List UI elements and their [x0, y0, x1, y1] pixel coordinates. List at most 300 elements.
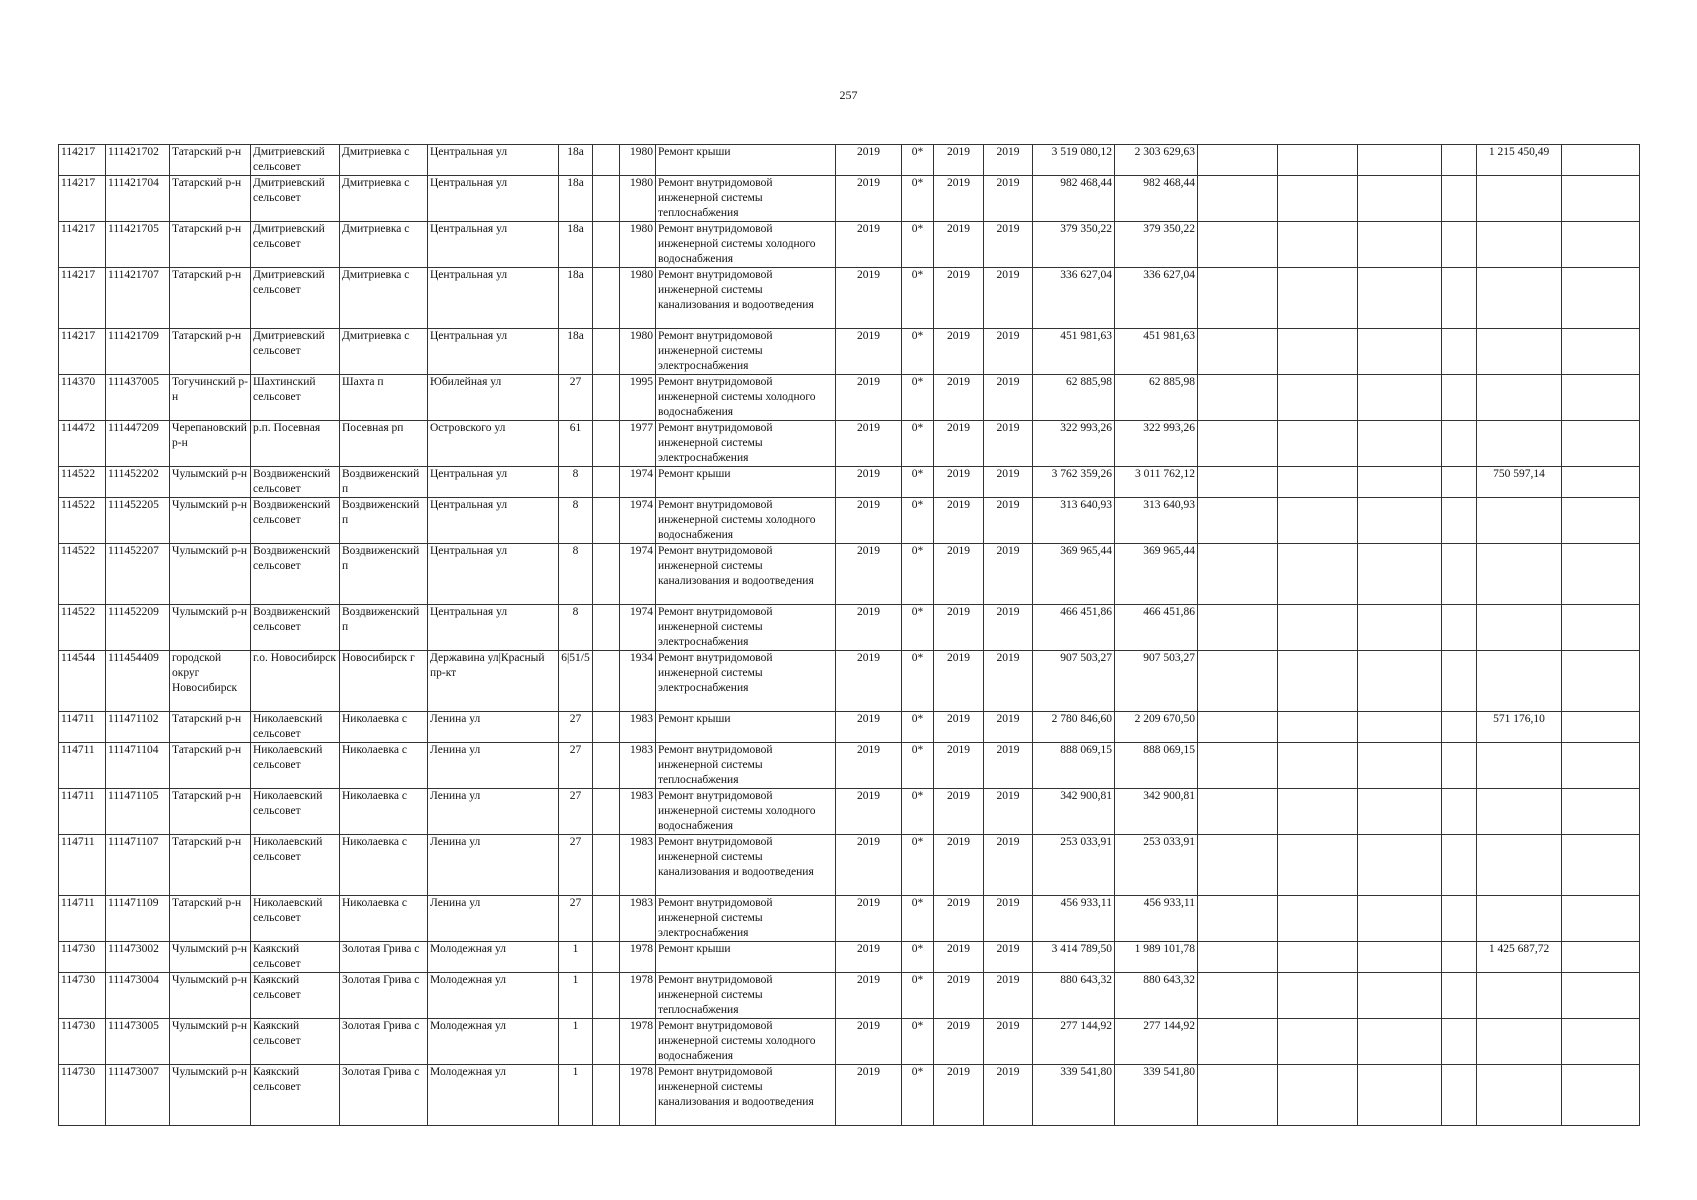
cell-settlement: Николаевский сельсовет — [251, 896, 340, 942]
cell-empty — [1198, 789, 1278, 835]
cell-year-start: 2019 — [934, 1019, 984, 1065]
cell-owner-cost — [1477, 835, 1562, 896]
cell-work: Ремонт внутридомовой инженерной системы канализования и водоотведения — [656, 268, 836, 329]
cell-year-start: 2019 — [934, 498, 984, 544]
cell-id: 114217 — [59, 145, 106, 176]
cell-empty — [1198, 942, 1278, 973]
cell-code: 111473005 — [106, 1019, 170, 1065]
cell-work: Ремонт внутридомовой инженерной системы холодного водоснабжения — [656, 222, 836, 268]
cell-empty — [1358, 896, 1442, 942]
cell-total-cost: 456 933,11 — [1033, 896, 1115, 942]
cell-locality: Дмитриевка с — [340, 268, 428, 329]
cell-house: 18а — [559, 268, 593, 329]
cell-year-built: 1995 — [620, 375, 656, 421]
cell-total-cost: 322 993,26 — [1033, 421, 1115, 467]
table-row — [59, 973, 1640, 1019]
cell-empty — [1562, 498, 1640, 544]
cell-house: 6|51/5 — [559, 651, 593, 712]
cell-house: 8 — [559, 544, 593, 605]
cell-empty — [1562, 467, 1640, 498]
cell-year-plan: 2019 — [836, 712, 902, 743]
table-body — [59, 145, 1640, 1126]
cell-owner-cost: 750 597,14 — [1477, 467, 1562, 498]
cell-house: 8 — [559, 498, 593, 544]
cell-house: 1 — [559, 1019, 593, 1065]
cell-empty — [1442, 145, 1477, 176]
cell-flag: 0* — [902, 605, 934, 651]
cell-empty — [1198, 1065, 1278, 1126]
cell-year-start: 2019 — [934, 896, 984, 942]
cell-empty — [1442, 375, 1477, 421]
table-row — [59, 421, 1640, 467]
cell-empty — [1358, 268, 1442, 329]
cell-total-cost: 451 981,63 — [1033, 329, 1115, 375]
cell-year-plan: 2019 — [836, 942, 902, 973]
cell-empty — [1562, 712, 1640, 743]
cell-empty — [593, 544, 620, 605]
cell-total-cost: 342 900,81 — [1033, 789, 1115, 835]
cell-fund-cost: 277 144,92 — [1115, 1019, 1198, 1065]
cell-flag: 0* — [902, 467, 934, 498]
cell-flag: 0* — [902, 176, 934, 222]
cell-owner-cost — [1477, 896, 1562, 942]
cell-year-start: 2019 — [934, 651, 984, 712]
cell-locality: Золотая Грива с — [340, 1019, 428, 1065]
cell-year-end: 2019 — [984, 329, 1033, 375]
cell-total-cost: 3 519 080,12 — [1033, 145, 1115, 176]
cell-year-start: 2019 — [934, 605, 984, 651]
cell-empty — [1442, 973, 1477, 1019]
cell-year-start: 2019 — [934, 973, 984, 1019]
cell-year-end: 2019 — [984, 896, 1033, 942]
cell-empty — [1358, 942, 1442, 973]
cell-empty — [1198, 222, 1278, 268]
cell-locality: Новосибирск г — [340, 651, 428, 712]
cell-empty — [1198, 743, 1278, 789]
cell-locality: Посевная рп — [340, 421, 428, 467]
cell-code: 111473007 — [106, 1065, 170, 1126]
cell-empty — [1278, 329, 1358, 375]
cell-empty — [1358, 467, 1442, 498]
cell-empty — [1278, 498, 1358, 544]
table-row — [59, 375, 1640, 421]
cell-flag: 0* — [902, 222, 934, 268]
cell-year-built: 1980 — [620, 176, 656, 222]
cell-work: Ремонт внутридомовой инженерной системы теплоснабжения — [656, 176, 836, 222]
cell-empty — [1278, 1065, 1358, 1126]
cell-year-built: 1974 — [620, 605, 656, 651]
cell-year-end: 2019 — [984, 544, 1033, 605]
cell-house: 18а — [559, 329, 593, 375]
cell-street: Молодежная ул — [428, 942, 559, 973]
table-row — [59, 605, 1640, 651]
cell-owner-cost: 1 425 687,72 — [1477, 942, 1562, 973]
table-row — [59, 896, 1640, 942]
cell-empty — [1442, 498, 1477, 544]
cell-year-built: 1974 — [620, 544, 656, 605]
cell-empty — [1198, 329, 1278, 375]
cell-street: Центральная ул — [428, 145, 559, 176]
cell-district: Татарский р-н — [170, 176, 251, 222]
cell-year-end: 2019 — [984, 268, 1033, 329]
cell-year-built: 1983 — [620, 743, 656, 789]
cell-house: 27 — [559, 375, 593, 421]
cell-empty — [1562, 329, 1640, 375]
cell-empty — [1198, 1019, 1278, 1065]
cell-year-plan: 2019 — [836, 1019, 902, 1065]
cell-empty — [1562, 835, 1640, 896]
cell-fund-cost: 322 993,26 — [1115, 421, 1198, 467]
cell-year-plan: 2019 — [836, 835, 902, 896]
cell-year-plan: 2019 — [836, 789, 902, 835]
cell-district: Тогучинский р-н — [170, 375, 251, 421]
cell-district: Чулымский р-н — [170, 467, 251, 498]
cell-owner-cost — [1477, 1065, 1562, 1126]
cell-empty — [593, 1019, 620, 1065]
cell-empty — [1442, 712, 1477, 743]
cell-settlement: Каякский сельсовет — [251, 973, 340, 1019]
cell-settlement: Каякский сельсовет — [251, 1065, 340, 1126]
cell-fund-cost: 888 069,15 — [1115, 743, 1198, 789]
cell-empty — [1198, 712, 1278, 743]
cell-year-start: 2019 — [934, 176, 984, 222]
cell-empty — [1358, 743, 1442, 789]
cell-empty — [1562, 421, 1640, 467]
table-row — [59, 329, 1640, 375]
cell-empty — [1442, 942, 1477, 973]
cell-street: Центральная ул — [428, 498, 559, 544]
cell-empty — [1442, 651, 1477, 712]
cell-year-end: 2019 — [984, 712, 1033, 743]
cell-owner-cost — [1477, 498, 1562, 544]
table-row — [59, 1065, 1640, 1126]
cell-year-built: 1977 — [620, 421, 656, 467]
cell-year-end: 2019 — [984, 467, 1033, 498]
cell-empty — [1278, 973, 1358, 1019]
cell-fund-cost: 2 303 629,63 — [1115, 145, 1198, 176]
cell-flag: 0* — [902, 1065, 934, 1126]
cell-empty — [1442, 544, 1477, 605]
cell-year-built: 1980 — [620, 329, 656, 375]
cell-year-built: 1978 — [620, 942, 656, 973]
cell-house: 1 — [559, 942, 593, 973]
cell-code: 111437005 — [106, 375, 170, 421]
cell-year-built: 1983 — [620, 896, 656, 942]
cell-empty — [1278, 1019, 1358, 1065]
cell-work: Ремонт внутридомовой инженерной системы холодного водоснабжения — [656, 789, 836, 835]
cell-empty — [593, 1065, 620, 1126]
table-row — [59, 743, 1640, 789]
cell-work: Ремонт внутридомовой инженерной системы канализования и водоотведения — [656, 835, 836, 896]
cell-street: Молодежная ул — [428, 1065, 559, 1126]
cell-street: Ленина ул — [428, 712, 559, 743]
cell-year-plan: 2019 — [836, 651, 902, 712]
cell-district: Татарский р-н — [170, 222, 251, 268]
cell-district: Татарский р-н — [170, 145, 251, 176]
cell-code: 111454409 — [106, 651, 170, 712]
cell-year-end: 2019 — [984, 222, 1033, 268]
cell-empty — [1198, 896, 1278, 942]
cell-work: Ремонт внутридомовой инженерной системы теплоснабжения — [656, 973, 836, 1019]
cell-settlement: Каякский сельсовет — [251, 1019, 340, 1065]
cell-settlement: Николаевский сельсовет — [251, 789, 340, 835]
cell-work: Ремонт внутридомовой инженерной системы теплоснабжения — [656, 743, 836, 789]
cell-work: Ремонт внутридомовой инженерной системы холодного водоснабжения — [656, 1019, 836, 1065]
cell-flag: 0* — [902, 835, 934, 896]
cell-work: Ремонт внутридомовой инженерной системы канализования и водоотведения — [656, 1065, 836, 1126]
cell-year-built: 1978 — [620, 1019, 656, 1065]
cell-empty — [1442, 835, 1477, 896]
cell-year-built: 1983 — [620, 835, 656, 896]
cell-total-cost: 466 451,86 — [1033, 605, 1115, 651]
cell-year-plan: 2019 — [836, 896, 902, 942]
cell-empty — [1562, 375, 1640, 421]
cell-empty — [1562, 268, 1640, 329]
cell-total-cost: 3 414 789,50 — [1033, 942, 1115, 973]
cell-house: 8 — [559, 605, 593, 651]
cell-settlement: Воздвиженский сельсовет — [251, 605, 340, 651]
cell-owner-cost — [1477, 789, 1562, 835]
page-number: 257 — [839, 88, 858, 102]
cell-empty — [593, 145, 620, 176]
cell-locality: Дмитриевка с — [340, 222, 428, 268]
cell-fund-cost: 379 350,22 — [1115, 222, 1198, 268]
cell-owner-cost — [1477, 973, 1562, 1019]
cell-house: 61 — [559, 421, 593, 467]
cell-empty — [1358, 973, 1442, 1019]
cell-year-end: 2019 — [984, 145, 1033, 176]
table-row — [59, 145, 1640, 176]
table-row — [59, 789, 1640, 835]
table-row — [59, 268, 1640, 329]
cell-year-plan: 2019 — [836, 1065, 902, 1126]
cell-year-end: 2019 — [984, 176, 1033, 222]
cell-total-cost: 379 350,22 — [1033, 222, 1115, 268]
cell-year-start: 2019 — [934, 789, 984, 835]
cell-flag: 0* — [902, 743, 934, 789]
cell-street: Центральная ул — [428, 176, 559, 222]
table-row — [59, 498, 1640, 544]
cell-total-cost: 2 780 846,60 — [1033, 712, 1115, 743]
cell-owner-cost — [1477, 329, 1562, 375]
cell-empty — [593, 375, 620, 421]
cell-code: 111452209 — [106, 605, 170, 651]
cell-empty — [1358, 835, 1442, 896]
cell-total-cost: 253 033,91 — [1033, 835, 1115, 896]
cell-district: Чулымский р-н — [170, 942, 251, 973]
cell-street: Центральная ул — [428, 329, 559, 375]
cell-code: 111473002 — [106, 942, 170, 973]
cell-work: Ремонт крыши — [656, 942, 836, 973]
cell-empty — [593, 896, 620, 942]
cell-year-end: 2019 — [984, 605, 1033, 651]
cell-empty — [1358, 789, 1442, 835]
cell-empty — [593, 421, 620, 467]
cell-empty — [1198, 375, 1278, 421]
cell-fund-cost: 982 468,44 — [1115, 176, 1198, 222]
cell-year-end: 2019 — [984, 1019, 1033, 1065]
cell-id: 114544 — [59, 651, 106, 712]
cell-settlement: Воздвиженский сельсовет — [251, 544, 340, 605]
cell-id: 114711 — [59, 789, 106, 835]
cell-district: Чулымский р-н — [170, 498, 251, 544]
cell-empty — [1562, 222, 1640, 268]
cell-locality: Золотая Грива с — [340, 942, 428, 973]
cell-year-built: 1974 — [620, 498, 656, 544]
cell-empty — [1442, 789, 1477, 835]
cell-district: Чулымский р-н — [170, 544, 251, 605]
cell-empty — [1358, 712, 1442, 743]
cell-house: 18а — [559, 145, 593, 176]
cell-house: 8 — [559, 467, 593, 498]
cell-total-cost: 982 468,44 — [1033, 176, 1115, 222]
cell-work: Ремонт внутридомовой инженерной системы электроснабжения — [656, 421, 836, 467]
cell-street: Молодежная ул — [428, 973, 559, 1019]
cell-empty — [1562, 651, 1640, 712]
cell-year-start: 2019 — [934, 712, 984, 743]
cell-empty — [1562, 1019, 1640, 1065]
cell-house: 27 — [559, 896, 593, 942]
cell-fund-cost: 339 541,80 — [1115, 1065, 1198, 1126]
cell-empty — [1562, 942, 1640, 973]
cell-locality: Николаевка с — [340, 743, 428, 789]
cell-locality: Дмитриевка с — [340, 176, 428, 222]
cell-empty — [1358, 1019, 1442, 1065]
cell-empty — [1358, 544, 1442, 605]
cell-total-cost: 907 503,27 — [1033, 651, 1115, 712]
cell-street: Островского ул — [428, 421, 559, 467]
cell-owner-cost — [1477, 651, 1562, 712]
cell-empty — [1278, 835, 1358, 896]
cell-settlement: Шахтинский сельсовет — [251, 375, 340, 421]
cell-empty — [1562, 176, 1640, 222]
cell-flag: 0* — [902, 145, 934, 176]
cell-district: Чулымский р-н — [170, 973, 251, 1019]
cell-empty — [593, 268, 620, 329]
cell-empty — [1562, 145, 1640, 176]
cell-empty — [1278, 942, 1358, 973]
cell-owner-cost — [1477, 743, 1562, 789]
cell-empty — [1442, 176, 1477, 222]
cell-code: 111421705 — [106, 222, 170, 268]
cell-code: 111471105 — [106, 789, 170, 835]
cell-district: Татарский р-н — [170, 896, 251, 942]
cell-work: Ремонт внутридомовой инженерной системы электроснабжения — [656, 329, 836, 375]
cell-locality: Воздвиженский п — [340, 498, 428, 544]
cell-empty — [593, 498, 620, 544]
cell-district: Татарский р-н — [170, 268, 251, 329]
cell-work: Ремонт внутридомовой инженерной системы электроснабжения — [656, 605, 836, 651]
cell-settlement: Дмитриевский сельсовет — [251, 222, 340, 268]
cell-fund-cost: 2 209 670,50 — [1115, 712, 1198, 743]
cell-year-built: 1978 — [620, 973, 656, 1019]
cell-empty — [1562, 789, 1640, 835]
cell-empty — [1442, 421, 1477, 467]
table-row — [59, 835, 1640, 896]
cell-owner-cost — [1477, 375, 1562, 421]
cell-code: 111452202 — [106, 467, 170, 498]
cell-fund-cost: 336 627,04 — [1115, 268, 1198, 329]
cell-id: 114730 — [59, 942, 106, 973]
cell-district: Татарский р-н — [170, 712, 251, 743]
cell-empty — [1442, 268, 1477, 329]
cell-owner-cost — [1477, 222, 1562, 268]
cell-id: 114217 — [59, 176, 106, 222]
cell-id: 114711 — [59, 896, 106, 942]
cell-year-plan: 2019 — [836, 544, 902, 605]
cell-empty — [1278, 712, 1358, 743]
cell-code: 111452205 — [106, 498, 170, 544]
cell-settlement: Николаевский сельсовет — [251, 743, 340, 789]
cell-empty — [1198, 544, 1278, 605]
table-row — [59, 222, 1640, 268]
cell-street: Центральная ул — [428, 605, 559, 651]
cell-empty — [593, 973, 620, 1019]
cell-empty — [593, 942, 620, 973]
cell-code: 111452207 — [106, 544, 170, 605]
cell-id: 114711 — [59, 743, 106, 789]
cell-year-start: 2019 — [934, 835, 984, 896]
cell-code: 111421704 — [106, 176, 170, 222]
cell-owner-cost: 1 215 450,49 — [1477, 145, 1562, 176]
cell-settlement: г.о. Новосибирск — [251, 651, 340, 712]
cell-empty — [593, 467, 620, 498]
cell-empty — [1278, 176, 1358, 222]
cell-locality: Шахта п — [340, 375, 428, 421]
cell-settlement: Воздвиженский сельсовет — [251, 498, 340, 544]
cell-street: Центральная ул — [428, 467, 559, 498]
cell-fund-cost: 1 989 101,78 — [1115, 942, 1198, 973]
cell-district: Татарский р-н — [170, 835, 251, 896]
cell-year-plan: 2019 — [836, 145, 902, 176]
cell-year-plan: 2019 — [836, 268, 902, 329]
cell-empty — [593, 222, 620, 268]
cell-year-plan: 2019 — [836, 176, 902, 222]
cell-fund-cost: 369 965,44 — [1115, 544, 1198, 605]
cell-empty — [1442, 605, 1477, 651]
cell-id: 114217 — [59, 268, 106, 329]
cell-empty — [1198, 651, 1278, 712]
cell-empty — [1198, 467, 1278, 498]
capital-repair-table — [58, 144, 1640, 1126]
cell-fund-cost: 456 933,11 — [1115, 896, 1198, 942]
cell-code: 111421709 — [106, 329, 170, 375]
cell-year-end: 2019 — [984, 973, 1033, 1019]
cell-empty — [1198, 835, 1278, 896]
cell-house: 27 — [559, 712, 593, 743]
cell-code: 111471104 — [106, 743, 170, 789]
cell-fund-cost: 253 033,91 — [1115, 835, 1198, 896]
cell-empty — [1562, 1065, 1640, 1126]
cell-id: 114730 — [59, 1019, 106, 1065]
cell-total-cost: 313 640,93 — [1033, 498, 1115, 544]
cell-locality: Воздвиженский п — [340, 605, 428, 651]
cell-work: Ремонт внутридомовой инженерной системы холодного водоснабжения — [656, 498, 836, 544]
cell-year-built: 1980 — [620, 222, 656, 268]
cell-empty — [1278, 651, 1358, 712]
cell-settlement: р.п. Посевная — [251, 421, 340, 467]
cell-empty — [1198, 498, 1278, 544]
cell-locality: Николаевка с — [340, 896, 428, 942]
cell-code: 111421707 — [106, 268, 170, 329]
table-row — [59, 176, 1640, 222]
cell-work: Ремонт внутридомовой инженерной системы электроснабжения — [656, 651, 836, 712]
cell-empty — [1358, 1065, 1442, 1126]
cell-code: 111473004 — [106, 973, 170, 1019]
cell-street: Центральная ул — [428, 268, 559, 329]
cell-owner-cost — [1477, 1019, 1562, 1065]
cell-year-built: 1983 — [620, 712, 656, 743]
